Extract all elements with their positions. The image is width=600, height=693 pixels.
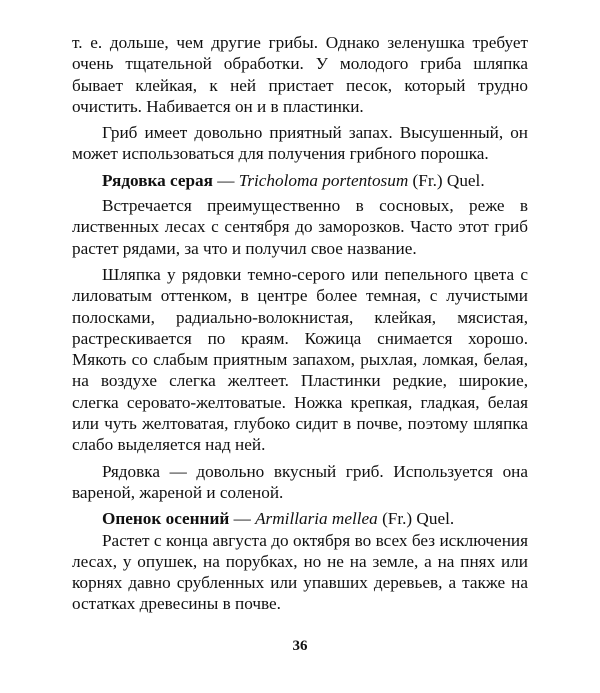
latin-name: Tricholoma portentosum (238, 170, 409, 190)
paragraph-6: Растет с конца августа до октября во всех без исключения лесах, у опушек, на порубках, но не на земле, а на пнях или корнях давно срубленных или упавших деревьев, а также на остатках древесины в почве. (72, 530, 528, 614)
species-heading-ryadovka (72, 170, 528, 191)
species-authority: (Fr.) Quel. (408, 170, 485, 190)
paragraph-3: Встречается преимущественно в сосновых, реже в лиственных лесах с сентября до заморозков. Часто этот гриб растет рядами, за что и получил свое название. (72, 196, 528, 258)
paragraph-5: Рядовка — довольно вкусный гриб. Используется она вареной, жареной и соленой. (72, 461, 528, 502)
paragraph-4: Шляпка у рядовки темно-серого или пепельного цвета с лиловатым оттенком, в центре более темная, с лучистыми полосками, радиально-волокнистая, клейкая, мясистая, растрескивается по краям. Кожица снимается хорошо. Мякоть со слабым приятным запахом, рыхлая, ломкая, белая, на воздухе слегка желтеет. Пластинки редкие, широкие, слегка серовато-желтоватые. Ножка крепкая, гладкая, белая или чуть желтоватая, глубоко сидит в почве, поэтому шляпка слабо выделяется над ней. (72, 264, 528, 455)
species-authority: (Fr.) Quel. (377, 509, 455, 529)
species-name: Опенок осенний (102, 509, 230, 529)
species-name: Рядовка серая (102, 170, 213, 190)
body-text (72, 32, 528, 620)
paragraph-2: Гриб имеет довольно приятный запах. Высушенный, он может использоваться для получения грибного порошка. (72, 123, 528, 164)
heading-dash: — (212, 170, 239, 190)
species-heading-openok (72, 508, 528, 529)
page-number: 36 (292, 638, 308, 654)
latin-name: Armillaria mellea (255, 509, 378, 529)
paragraph-1: т. е. дольше, чем другие грибы. Однако зеленушка требует очень тщательной обработки. У молодого гриба шляпка бывает клейкая, к ней пристает песок, который трудно очистить. Набивается он и в пластинки. (72, 33, 528, 116)
heading-dash: — (229, 509, 256, 529)
